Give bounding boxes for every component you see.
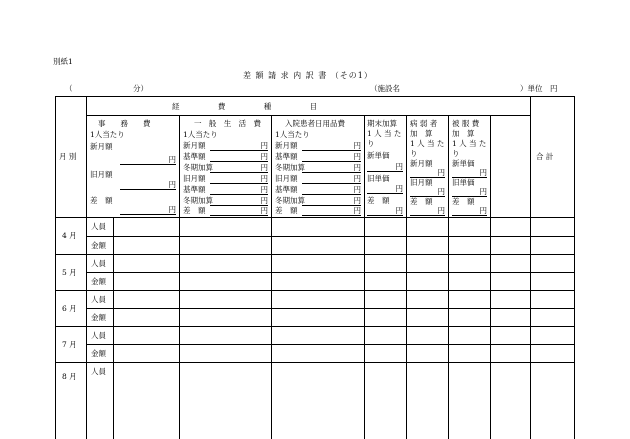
row-line xyxy=(86,308,574,309)
living-standard: 基準額 xyxy=(183,152,206,161)
table-top-line xyxy=(55,96,574,97)
hospital-new-yen: 円 xyxy=(302,141,361,151)
row-line xyxy=(55,290,574,291)
document-title: 差 額 請 求 内 訳 書 （その1） xyxy=(243,71,373,80)
living-old-standard: 基準額 xyxy=(183,185,206,194)
invalid-new-yen: 円 xyxy=(410,168,445,178)
hospital-per-person: 1人当たり xyxy=(275,130,310,139)
expense-group-header: 経 費 種 目 xyxy=(172,102,336,111)
unit-label: ）単位 円 xyxy=(520,84,558,93)
office-old-monthly: 旧月額 xyxy=(90,170,113,179)
hospital-title: 入院患者日用品費 xyxy=(285,119,345,128)
amount-label: 金額 xyxy=(91,349,106,358)
annex-label: 別紙1 xyxy=(53,57,73,66)
month-label: 5 月 xyxy=(62,268,77,277)
term-end-title-3: り xyxy=(367,139,375,148)
term-end-old-yen: 円 xyxy=(367,184,403,194)
invalid-title-3: 1 人 当 た xyxy=(410,139,445,148)
col-line xyxy=(179,115,180,439)
office-diff-yen: 円 xyxy=(120,205,176,215)
term-end-title-1: 期末加算 xyxy=(367,119,397,128)
term-end-diff-yen: 円 xyxy=(367,206,403,216)
hospital-standard: 基準額 xyxy=(275,152,298,161)
hospital-old-winter-yen: 円 xyxy=(302,196,361,206)
clothing-diff: 差 額 xyxy=(452,197,475,206)
month-label: 6 月 xyxy=(62,304,77,313)
col-line xyxy=(448,115,449,439)
term-end-old-unit: 旧単価 xyxy=(367,174,390,183)
persons-label: 人員 xyxy=(91,259,106,268)
clothing-title-3: 1 人 当 た xyxy=(452,139,487,148)
invalid-title-1: 病 弱 者 xyxy=(410,119,438,128)
living-title: 一 般 生 活 費 xyxy=(194,119,264,128)
term-end-title-2: 1 人 当 た xyxy=(367,129,402,138)
amount-label: 金額 xyxy=(91,277,106,286)
living-old-yen: 円 xyxy=(210,174,268,184)
month-label: 7 月 xyxy=(62,340,77,349)
clothing-new-unit: 新単価 xyxy=(452,159,475,168)
living-new-yen: 円 xyxy=(210,141,268,151)
hospital-winter-yen: 円 xyxy=(302,163,361,173)
office-new-yen: 円 xyxy=(120,155,176,165)
persons-label: 人員 xyxy=(91,222,106,231)
table-right-line xyxy=(574,96,575,439)
clothing-title-4: り xyxy=(452,149,460,158)
living-old-monthly: 旧月額 xyxy=(183,174,206,183)
clothing-title-2: 加 算 xyxy=(452,129,475,138)
col-line xyxy=(406,115,407,439)
period-label: 分） xyxy=(133,84,148,93)
invalid-new-monthly: 新月額 xyxy=(410,159,433,168)
header-bottom-line xyxy=(55,217,574,218)
persons-label: 人員 xyxy=(91,295,106,304)
office-diff: 差 額 xyxy=(90,196,113,205)
term-end-new-unit: 新単価 xyxy=(367,151,390,160)
invalid-diff: 差 額 xyxy=(410,197,433,206)
office-old-yen: 円 xyxy=(120,180,176,190)
col-line xyxy=(490,115,491,439)
clothing-old-yen: 円 xyxy=(452,187,487,197)
hospital-diff: 差 額 xyxy=(275,206,298,215)
hospital-old-monthly: 旧月額 xyxy=(275,174,298,183)
living-old-standard-yen: 円 xyxy=(210,185,268,195)
month-column-header: 月 別 xyxy=(59,152,77,161)
col-line xyxy=(86,96,87,439)
amount-label: 金額 xyxy=(91,241,106,250)
living-new-monthly: 新月額 xyxy=(183,141,206,150)
invalid-old-yen: 円 xyxy=(410,187,445,197)
living-old-winter: 冬期加算 xyxy=(183,196,213,205)
row-line xyxy=(55,326,574,327)
row-line xyxy=(86,344,574,345)
clothing-diff-yen: 円 xyxy=(452,206,487,216)
living-per-person: 1人当たり xyxy=(183,130,218,139)
col-line xyxy=(113,217,114,439)
hospital-standard-yen: 円 xyxy=(302,152,361,162)
month-label: 8 月 xyxy=(62,372,77,381)
hospital-old-yen: 円 xyxy=(302,174,361,184)
office-per-person: 1人当たり xyxy=(90,130,125,139)
invalid-diff-yen: 円 xyxy=(410,206,445,216)
row-line xyxy=(86,272,574,273)
col-line xyxy=(364,115,365,439)
amount-label: 金額 xyxy=(91,313,106,322)
term-end-new-yen: 円 xyxy=(367,162,403,172)
total-column-header: 合 計 xyxy=(536,152,554,161)
table-left-line xyxy=(55,96,56,439)
invalid-title-2: 加 算 xyxy=(410,129,433,138)
clothing-title-1: 被 服 費 xyxy=(452,119,480,128)
expense-header-line xyxy=(86,115,530,116)
row-line xyxy=(55,254,574,255)
persons-label: 人員 xyxy=(91,331,106,340)
invalid-old-monthly: 旧月額 xyxy=(410,178,433,187)
invalid-title-4: り xyxy=(410,149,418,158)
living-winter-yen: 円 xyxy=(210,163,268,173)
facility-label: （施設名 xyxy=(370,84,400,93)
row-line xyxy=(86,236,574,237)
col-line xyxy=(271,115,272,439)
month-label: 4 月 xyxy=(62,231,77,240)
col-line xyxy=(530,96,531,439)
living-standard-yen: 円 xyxy=(210,152,268,162)
office-new-monthly: 新月額 xyxy=(90,142,113,151)
hospital-diff-yen: 円 xyxy=(302,206,361,216)
living-diff: 差 額 xyxy=(183,206,206,215)
persons-label: 人員 xyxy=(91,367,106,376)
hospital-old-winter: 冬期加算 xyxy=(275,196,305,205)
term-end-diff: 差 額 xyxy=(367,196,390,205)
hospital-winter: 冬期加算 xyxy=(275,163,305,172)
living-winter: 冬期加算 xyxy=(183,163,213,172)
row-line xyxy=(55,362,574,363)
living-old-winter-yen: 円 xyxy=(210,196,268,206)
hospital-new-monthly: 新月額 xyxy=(275,141,298,150)
period-open: （ xyxy=(65,84,73,93)
living-diff-yen: 円 xyxy=(210,206,268,216)
clothing-new-yen: 円 xyxy=(452,168,487,178)
hospital-old-standard: 基準額 xyxy=(275,185,298,194)
clothing-old-unit: 旧単価 xyxy=(452,178,475,187)
office-title: 事 務 費 xyxy=(98,119,151,128)
hospital-old-standard-yen: 円 xyxy=(302,185,361,195)
